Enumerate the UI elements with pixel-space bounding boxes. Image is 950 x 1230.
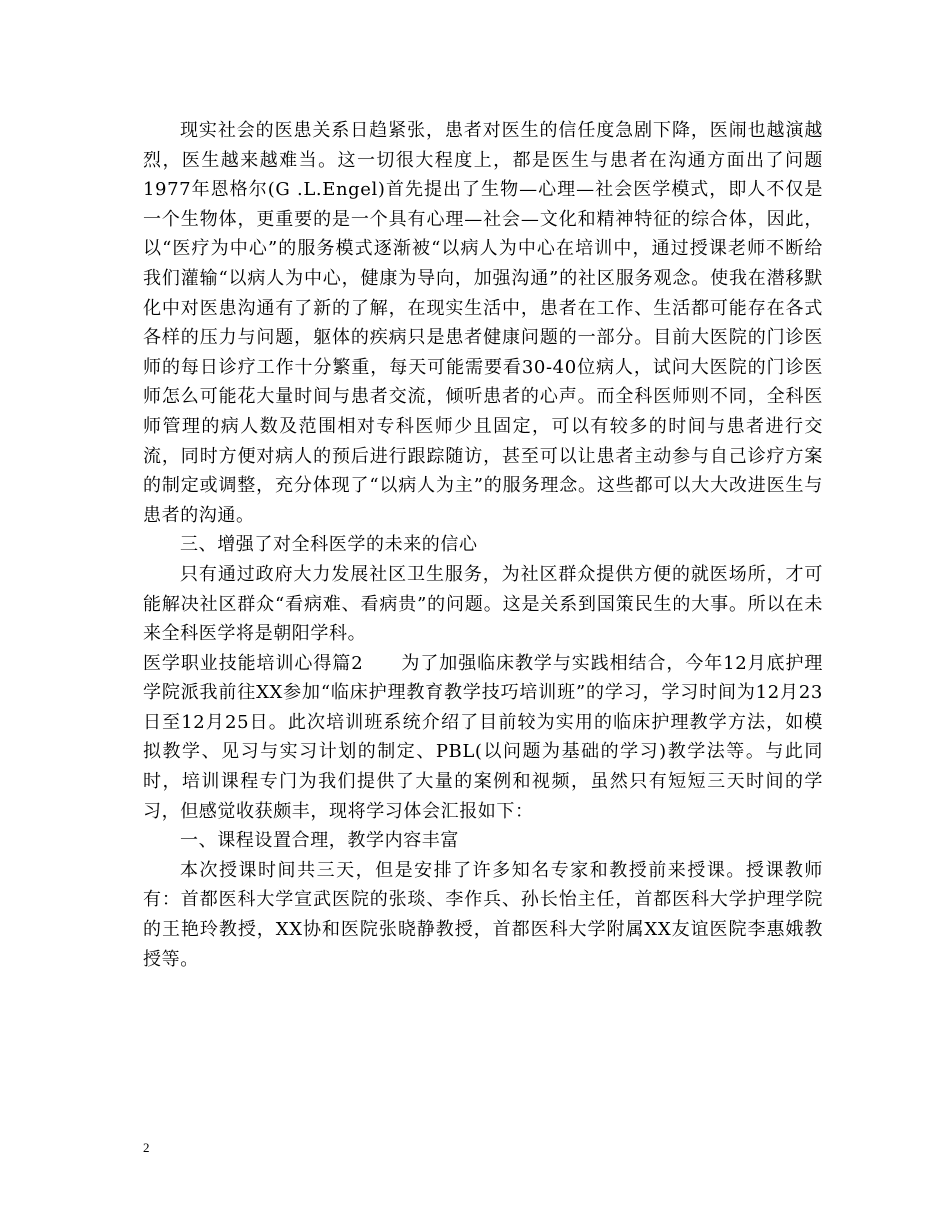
section-heading-curriculum: 一、课程设置合理，教学内容丰富: [180, 830, 459, 852]
document-body: [143, 116, 823, 974]
paragraph-article-2-intro: 医学职业技能培训心得篇2 为了加强临床教学与实践相结合，今年12月底护理学院派我前往XX参加“临床护理教育教学技巧培训班”的学习，学习时间为12月23日至12月25日。此次培训班系统介绍了目前较为实用的临床护理教学方法，如模拟教学、见习与实习计划的制定、PBL(以问题为基础的学习)教学法等。与此同时，培训课程专门为我们提供了大量的案例和视频，虽然只有短短三天时间的学习，但感觉收获颇丰，现将学习体会汇报如下：: [143, 652, 823, 822]
page-number: 2: [143, 1140, 150, 1155]
section-heading-confidence: 三、增强了对全科医学的未来的信心: [180, 534, 478, 556]
paragraph-instructors: 本次授课时间共三天，但是安排了许多知名专家和教授前来授课。授课教师有：首都医科大学宣武医院的张琰、李作兵、孙长怡主任，首都医科大学护理学院的王艳玲教授，XX协和医院张晓静教授，首都医科大学附属XX友谊医院李惠娥教授等。: [143, 859, 823, 970]
paragraph-doctor-patient-relations: 现实社会的医患关系日趋紧张，患者对医生的信任度急剧下降，医闹也越演越烈，医生越来越难当。这一切很大程度上，都是医生与患者在沟通方面出了问题1977年恩格尔(G .L.Engel)首先提出了生物—心理—社会医学模式，即人不仅是一个生物体，更重要的是一个具有心理—社会—文化和精神特征的综合体，因此，以“医疗为中心”的服务模式逐渐被“以病人为中心在培训中，通过授课老师不断给我们灌输“以病人为中心，健康为导向，加强沟通”的社区服务观念。使我在潜移默化中对医患沟通有了新的了解，在现实生活中，患者在工作、生活都可能存在各式各样的压力与问题，躯体的疾病只是患者健康问题的一部分。目前大医院的门诊医师的每日诊疗工作十分繁重，每天可能需要看30-40位病人，试问大医院的门诊医师怎么可能花大量时间与患者交流，倾听患者的心声。而全科医师则不同，全科医师管理的病人数及范围相对专科医师少且固定，可以有较多的时间与患者进行交流，同时方便对病人的预后进行跟踪随访，甚至可以让患者主动参与自己诊疗方案的制定或调整，充分体现了“以病人为主”的服务理念。这些都可以大大改进医生与患者的沟通。: [143, 120, 823, 526]
paragraph-community-health: 只有通过政府大力发展社区卫生服务，为社区群众提供方便的就医场所，才可能解决社区群众“看病难、看病贵”的问题。这是关系到国策民生的大事。所以在未来全科医学将是朝阳学科。: [143, 563, 823, 645]
